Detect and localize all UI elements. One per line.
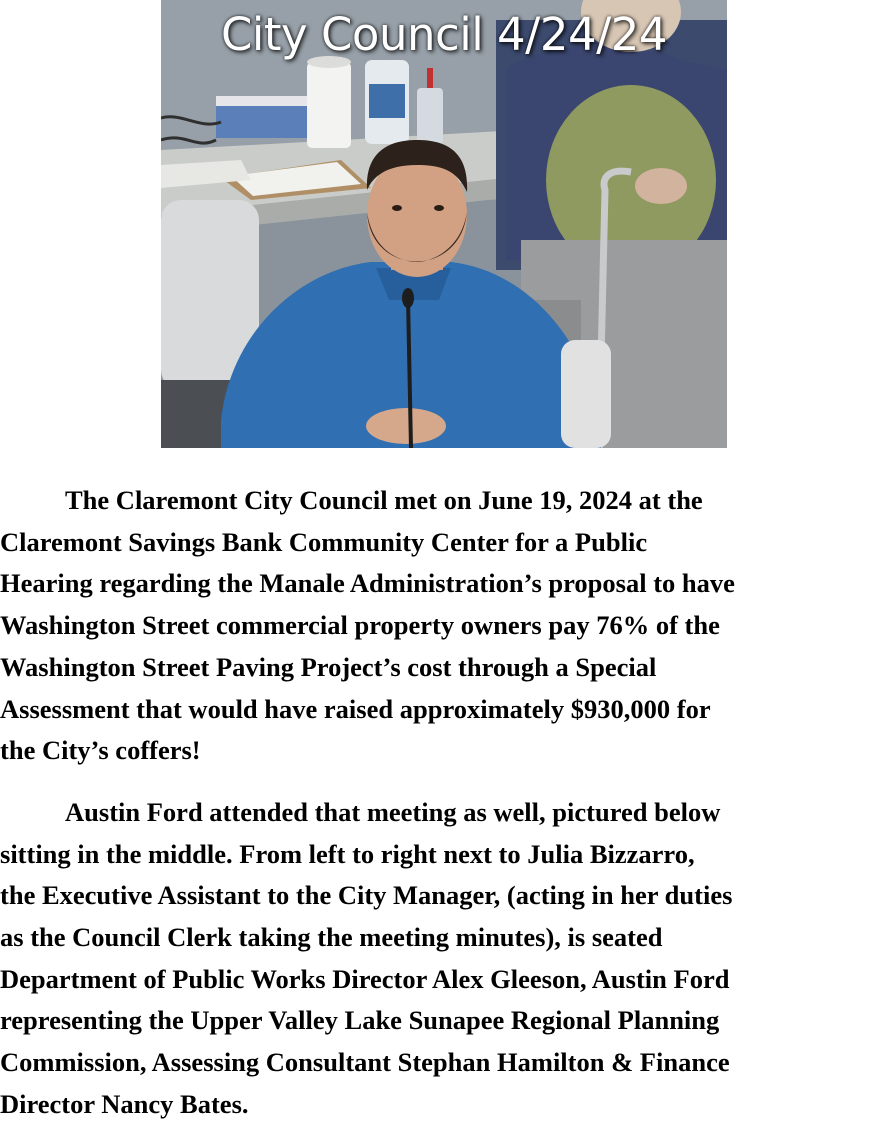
text-line: as the Council Clerk taking the meeting minutes), is seated <box>0 922 663 953</box>
article-paragraph <box>0 480 880 772</box>
photo-illustration <box>161 0 727 448</box>
text-line: Commission, Assessing Consultant Stephan Hamilton & Finance <box>0 1047 730 1078</box>
article-body <box>0 480 880 1126</box>
article-paragraph <box>0 792 880 1126</box>
text-line: Washington Street Paving Project’s cost through a Special <box>0 651 657 682</box>
text-line: the Executive Assistant to the City Manager, (acting in her duties <box>0 880 733 911</box>
text-line: Assessment that would have raised approximately $930,000 for <box>0 693 711 724</box>
text-line: the City’s coffers! <box>0 735 201 766</box>
text-line: Austin Ford attended that meeting as well, pictured below <box>65 796 721 827</box>
text-line: Washington Street commercial property owners pay 76% of the <box>0 610 720 641</box>
photo-caption: City Council 4/24/24 <box>220 8 668 61</box>
text-line: Department of Public Works Director Alex Gleeson, Austin Ford <box>0 963 730 994</box>
text-line: sitting in the middle. From left to right next to Julia Bizzarro, <box>0 838 695 869</box>
text-line: representing the Upper Valley Lake Sunapee Regional Planning <box>0 1005 720 1036</box>
text-line: Claremont Savings Bank Community Center for a Public <box>0 526 648 557</box>
text-line: The Claremont City Council met on June 19, 2024 at the <box>65 485 703 515</box>
text-line: Hearing regarding the Manale Administration’s proposal to have <box>0 568 735 599</box>
text-line: Director Nancy Bates. <box>0 1088 249 1119</box>
council-meeting-photo <box>161 0 727 448</box>
